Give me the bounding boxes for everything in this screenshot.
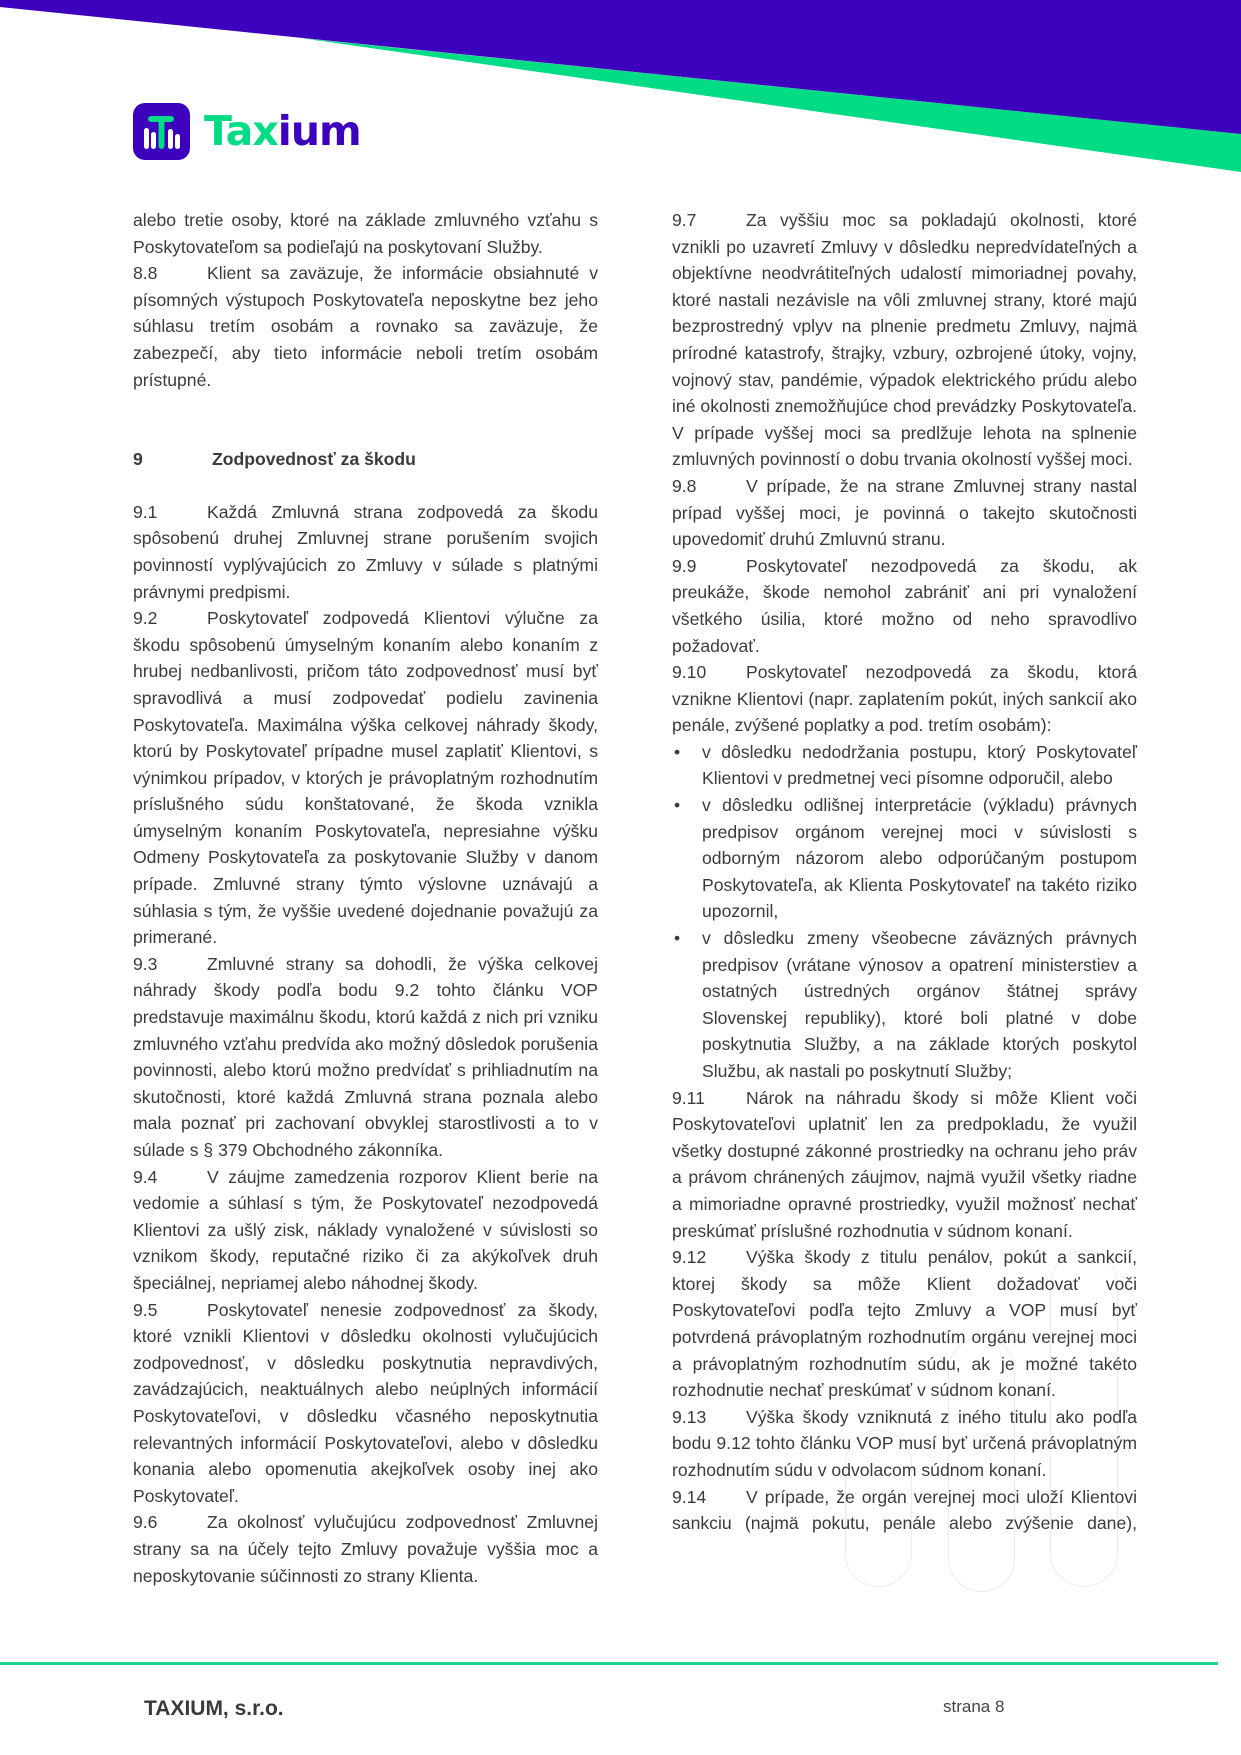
bullet-item: • v dôsledku zmeny všeobecne záväzných právnych predpisov (vrátane výnosov a opatrení ministerstiev a ostatných ústredných orgánov štátnej správy Slovenskej republiky), ktoré boli platné v dobe poskytnutia Služby, a na základe ktorých poskytol Službu, ak nastali po poskytnutí Služby; <box>672 925 1137 1085</box>
footer-company-name: TAXIUM, s.r.o. <box>144 1697 284 1720</box>
paragraph-9-9: 9.9 Poskytovateľ nezodpovedá za škodu, ak preukáže, škode nemohol zabrániť ani pri vynaložení všetkého úsilia, ktoré možno od neho spravodlivo požadovať. <box>672 555 1137 656</box>
paragraph-9-7: 9.7 Za vyššiu moc sa pokladajú okolnosti, ktoré vznikli po uzavretí Zmluvy v dôsledku nepredvídateľných a objektívne neodvrátiteľných udalostí mimoriadnej povahy, ktoré nastali nezávisle na vôli zmluvnej strany, ktoré majú bezprostredný vplyv na plnenie predmetu Zmluvy, najmä prírodné katastrofy, štrajky, vzbury, ozbrojené útoky, vojny, vojnový stav, pandémie, výpadok elektrického prúdu alebo iné okolnosti znemožňujúce chod prevádzky Poskytovateľa. V prípade vyššej moci sa predlžuje lehota na splnenie zmluvných povinností o dobu trvania okolností vyššej moci. <box>672 210 1137 470</box>
paragraph-9-5: 9.5 Poskytovateľ nenesie zodpovednosť za škody, ktoré vznikli Klientovi v dôsledku okolnosti vylučujúcich zodpovednosť, v dôsledku poskytnutia nepravdivých, zavádzajúcich, neaktuálnych alebo neúplných informácií Poskytovateľovi, v dôsledku včasného neposkytnutia relevantných informácií Poskytovateľovi, alebo v dôsledku konania alebo opomenutia akejkoľvek osoby inej ako Poskytovateľ. <box>133 1299 598 1506</box>
paragraph-9-13: 9.13 Výška škody vzniknutá z iného titulu ako podľa bodu 9.12 tohto článku VOP musí byť určená právoplatným rozhodnutím súdu v odvolacom súdnom konaní. <box>672 1406 1137 1480</box>
paragraph-9-1: 9.1 Každá Zmluvná strana zodpovedá za škodu spôsobenú druhej Zmluvnej strane porušením svojich povinností vyplývajúcich zo Zmluvy v súlade s platnými právnymi predpismi. <box>133 501 598 602</box>
paragraph-9-11: 9.11 Nárok na náhradu škody si môže Klient voči Poskytovateľovi uplatniť len za predpokladu, že využil všetky dostupné zákonné prostriedky na ochranu jeho práv a právom chránených záujmov, najmä využil všetky riadne a mimoriadne opravné prostriedky, využil možnosť nechať preskúmať príslušné rozhodnutia v súdnom konaní. <box>672 1087 1137 1241</box>
paragraph-9-3: 9.3 Zmluvné strany sa dohodli, že výška celkovej náhrady škody podľa bodu 9.2 tohto článku VOP predstavuje maximálnu škodu, ktorú každá z nich pri vzniku zmluvného vzťahu predvída ako možný dôsledok porušenia povinnosti, alebo ktorú možno predvídať s prihliadnutím na skutočnosti, ktoré každá Zmluvná strana poznala alebo mala poznať pri zachovaní obvyklej starostlivosti a to v súlade s § 379 Obchodného zákonníka. <box>133 953 598 1160</box>
paragraph-9-4: 9.4 V záujme zamedzenia rozporov Klient berie na vedomie a súhlasí s tým, že Poskytovateľ nezodpovedá Klientovi za ušlý zisk, náklady vynaložené v súvislosti so vznikom škody, reputačné riziko či za akýkoľvek druh špeciálnej, nepriamej alebo náhodnej škody. <box>133 1166 598 1293</box>
section-heading: 9 Zodpovednosť za škodu <box>133 449 416 470</box>
page-number: strana 8 <box>943 1697 1005 1716</box>
right-column <box>672 207 1137 1537</box>
paragraph-9-12: 9.12 Výška škody z titulu penálov, pokút a sankcií, ktorej škody sa môže Klient dožadovať voči Poskytovateľovi podľa tejto Zmluvy a VOP musí byť potvrdená právoplatným rozhodnutím orgánu verejnej moci a právoplatným rozhodnutím súdu, ak je možné takéto rozhodnutie nechať preskúmať v súdnom konaní. <box>672 1247 1137 1401</box>
footer-divider <box>0 1662 1218 1665</box>
left-column <box>133 207 598 1589</box>
bullet-item: • v dôsledku nedodržania postupu, ktorý Poskytovateľ Klientovi v predmetnej veci písomne odporučil, alebo <box>672 739 1137 792</box>
bullet-item: • v dôsledku odlišnej interpretácie (výkladu) právnych predpisov orgánom verejnej moci v súvislosti s odborným názorom alebo odporúčaným postupom Poskytovateľa, ak Klienta Poskytovateľ na takéto riziko upozornil, <box>672 792 1137 925</box>
paragraph-9-10: 9.10 Poskytovateľ nezodpovedá za škodu, ktorá vznikne Klientovi (napr. zaplatením pokút, iných sankcií ako penále, zvýšené poplatky a pod. tretím osobám): <box>672 662 1137 736</box>
taxium-logo <box>133 103 361 160</box>
paragraph-8-8: 8.8 Klient sa zaväzuje, že informácie obsiahnuté v písomných výstupoch Poskytovateľa neposkytne bez jeho súhlasu tretím osobám a rovnako sa zaväzuje, že zabezpečí, aby tieto informácie neboli tretím osobám prístupné. <box>133 263 598 390</box>
paragraph-9-6: 9.6 Za okolnosť vylučujúcu zodpovednosť Zmluvnej strany sa na účely tejto Zmluvy považuje vyššia moc a neposkytovanie súčinnosti zo strany Klienta. <box>133 1512 598 1586</box>
paragraph-9-2: 9.2 Poskytovateľ zodpovedá Klientovi výlučne za škodu spôsobenú úmyselným konaním alebo konaním z hrubej nedbanlivosti, pričom táto zodpovednosť musí byť spravodlivá a musí zodpovedať podielu zavinenia Poskytovateľa. Maximálna výška celkovej náhrady škody, ktorú by Poskytovateľ prípadne musel zaplatiť Klientovi, s výnimkou prípadov, v ktorých je právoplatným rozhodnutím príslušného súdu konštatované, že škoda vznikla úmyselným konaním Poskytovateľa, nepresiahne výšku Odmeny Poskytovateľa za poskytovanie Služby v danom prípade. Zmluvné strany týmto výslovne uznávajú a súhlasia s tým, že vyššie uvedené dojednanie považujú za primerané. <box>133 608 598 948</box>
logo-bars-icon <box>133 103 190 160</box>
paragraph-continuation: alebo tretie osoby, ktoré na základe zmluvného vzťahu s Poskytovateľom sa podieľajú na poskytovaní Služby. <box>133 210 598 257</box>
paragraph-9-8: 9.8 V prípade, že na strane Zmluvnej strany nastal prípad vyššej moci, je povinná o takejto skutočnosti upovedomiť druhú Zmluvnú stranu. <box>672 475 1137 550</box>
paragraph-9-14: 9.14 V prípade, že orgán verejnej moci uloží Klientovi sankciu (najmä pokutu, penále alebo zvýšenie dane), <box>672 1486 1137 1534</box>
bullet-list <box>672 739 1137 1085</box>
logo-wordmark: Taxium <box>204 107 361 155</box>
